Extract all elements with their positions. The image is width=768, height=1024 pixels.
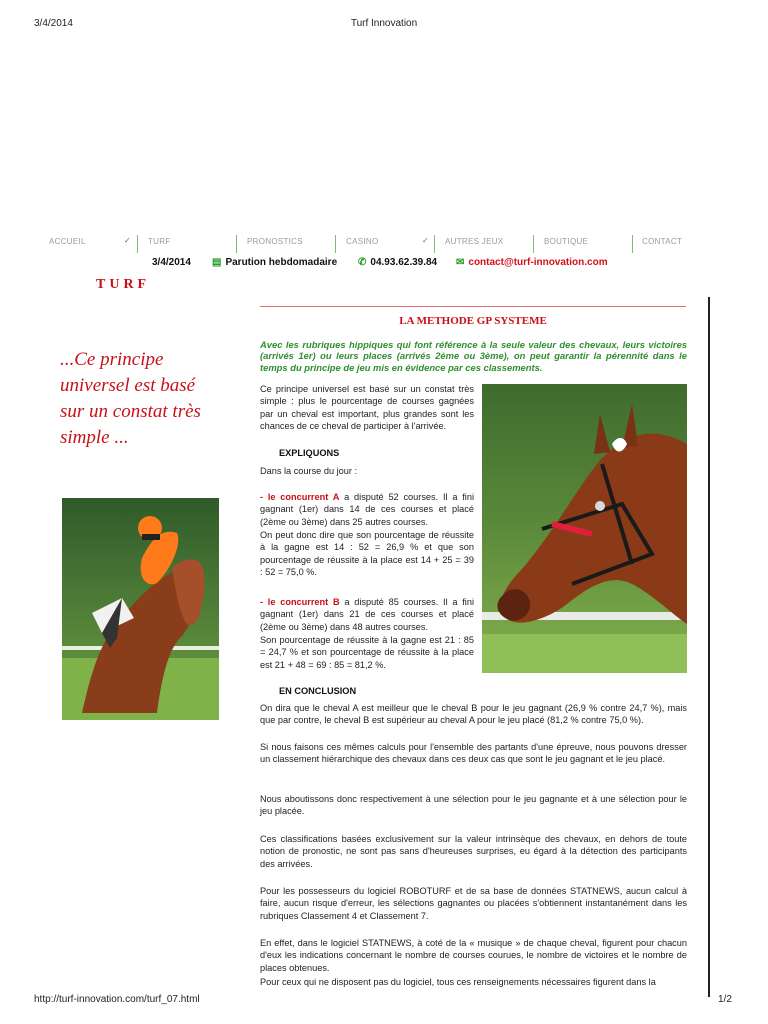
paragraph-conclusion-3: Nous aboutissons donc respectivement à une sélection pour le jeu gagnante et à une sélection pour le jeu placée. [260, 794, 687, 817]
column-divider [708, 297, 710, 997]
paragraph-conclusion-2: Si nous faisons ces mêmes calculs pour l'ensemble des partants d'une épreuve, nous pouvons dresser un classement hiérarchique des chevaux dans ces deux cas que sont le jeu gagnant et le jeu placé. [260, 742, 687, 765]
title-rule [260, 306, 686, 307]
nav-separator [434, 235, 435, 253]
paragraph-conclusion-6: En effet, dans le logiciel STATNEWS, à coté de la « musique » de chaque cheval, figurent pour chacun d'eux les indications concernant le nombre de courses courues, le nombre de victoires et le nombre de places obtenues. [260, 938, 687, 973]
article-title: LA METHODE GP SYSTEME [399, 315, 547, 327]
nav-separator [236, 235, 237, 253]
paragraph-concurrent-a-stats: On peut donc dire que son pourcentage de réussite à la gagne est 14 : 52 = 26,9 % et que son pourcentage de réussite à la place est 14 + 25 = 39 : 52 = 75,0 %. [260, 530, 474, 578]
print-url: http://turf-innovation.com/turf_07.html [34, 994, 200, 1005]
paragraph-conclusion-5: Pour les possesseurs du logiciel ROBOTURF et de sa base de données STATNEWS, aucun calcul à faire, aucun risque d'erreur, les sélections gagnantes ou placées s'obtiennent instantanément dans les rubriques Classement 4 et Classement 7. [260, 886, 687, 921]
newspaper-icon: ▤ [212, 257, 222, 268]
nav-item-autres-jeux[interactable]: AUTRES JEUX [445, 237, 504, 246]
section-title: TURF [96, 277, 151, 292]
paragraph-conclusion-1: On dira que le cheval A est meilleur que le cheval B pour le jeu gagnant (26,9 % contre 24,7 %), mais que par contre, le cheval B est supérieur au cheval A pour le jeu placé (81,2 % contre 75,0 %). [260, 703, 687, 726]
info-publication [212, 257, 337, 268]
heading-expliquons: EXPLIQUONS [279, 448, 340, 458]
phone-icon: ✆ [358, 257, 367, 268]
heading-en-conclusion: EN CONCLUSION [279, 686, 357, 696]
nav-item-boutique[interactable]: BOUTIQUE [544, 237, 589, 246]
article-intro: Avec les rubriques hippiques qui font référence à la seule valeur des chevaux, leurs victoires (arrivés 1er) ou leurs places (arrivés 2ème ou 3ème), on peut garantir la pérennité dans le temps du principe de jeu mis en évidence par ces classements. [260, 339, 687, 373]
chevron-down-icon[interactable]: ✓ [124, 236, 131, 245]
horse-head-photo [482, 384, 687, 673]
main-nav [40, 237, 686, 251]
jockey-horse-photo [62, 498, 219, 720]
concurrent-a-text: a disputé 52 courses. Il a fini gagnant (1er) dans 14 de ces courses et placé (2ème ou 3ème) dans 25 autres courses. [260, 492, 474, 527]
concurrent-b-label: - le concurrent B [260, 597, 340, 607]
nav-separator [632, 235, 633, 253]
paragraph-concurrent-a [260, 491, 474, 528]
email-link[interactable]: contact@turf-innovation.com [468, 257, 608, 268]
print-page-number: 1/2 [718, 994, 732, 1005]
chevron-down-icon[interactable]: ✓ [422, 236, 429, 245]
paragraph-conclusion-4: Ces classifications basées exclusivement sur la valeur intrinsèque des chevaux, en dehors de toute notion de pronostic, ne sont pas sans d'heureuses surprises, eu égard à la détection des participants des arrivées. [260, 834, 687, 869]
nav-item-casino[interactable]: CASINO [346, 237, 379, 246]
print-title: Turf Innovation [350, 18, 418, 29]
paragraph-course-du-jour: Dans la course du jour : [260, 466, 358, 476]
paragraph-principle: Ce principe universel est basé sur un constat très simple : plus le pourcentage de courses gagnées par un cheval est important, plus grandes sont les chances de ce cheval de participer à l'arrivée. [260, 384, 474, 432]
sidebar-quote: ...Ce principe universel est basé sur un constat très simple ... [60, 349, 201, 448]
info-phone [358, 257, 437, 268]
nav-separator [335, 235, 336, 253]
envelope-icon: ✉ [456, 257, 465, 268]
paragraph-concurrent-b [260, 596, 474, 633]
info-email [456, 257, 608, 268]
concurrent-b-text: a disputé 85 courses. Il a fini gagnant (1er) dans 21 de ces courses et placé (2ème ou 3ème) dans 48 autres courses. [260, 597, 474, 632]
nav-item-contact[interactable]: CONTACT [642, 237, 683, 246]
phone-number[interactable]: 04.93.62.39.84 [370, 257, 438, 268]
paragraph-conclusion-7: Pour ceux qui ne disposent pas du logiciel, tous ces renseignements nécessaires figurent dans la [260, 977, 656, 987]
nav-separator [137, 235, 138, 253]
nav-separator [533, 235, 534, 253]
paragraph-concurrent-b-stats: Son pourcentage de réussite à la gagne est 21 : 85 = 24,7 % et son pourcentage de réussite à la place est 21 + 48 = 69 : 85 = 81,2 %. [260, 635, 474, 670]
concurrent-a-label: - le concurrent A [260, 492, 340, 502]
nav-item-pronostics[interactable]: PRONOSTICS [247, 237, 303, 246]
nav-item-accueil[interactable]: ACCUEIL [49, 237, 86, 246]
publication-label: Parution hebdomadaire [225, 257, 338, 268]
print-date: 3/4/2014 [34, 18, 73, 29]
info-date: 3/4/2014 [152, 257, 191, 268]
nav-item-turf[interactable]: TURF [148, 237, 171, 246]
